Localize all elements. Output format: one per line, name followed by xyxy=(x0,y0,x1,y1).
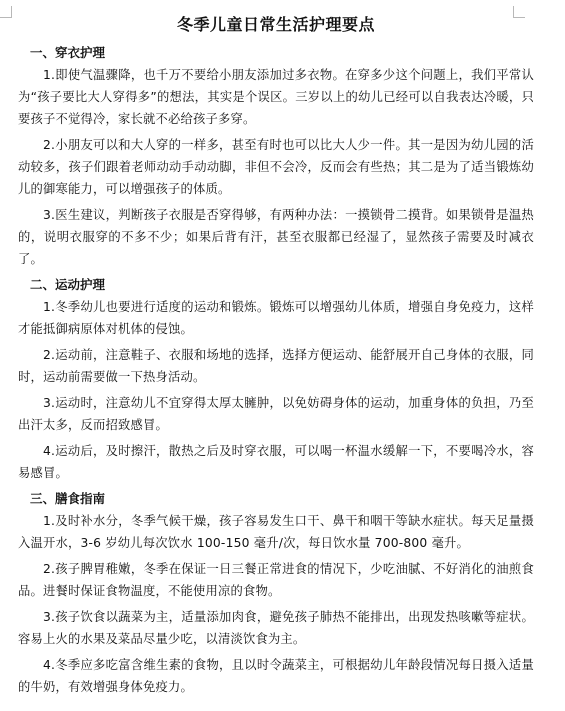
diet-paragraph-2: 2.孩子脾胃稚嫩，冬季在保证一日三餐正常进食的情况下，少吃油腻、不好消化的油煎食品。进餐时保证食物温度，不能使用凉的食物。 xyxy=(18,562,534,598)
diet-paragraph-1: 1.及时补水分，冬季气候干燥，孩子容易发生口干、鼻干和咽干等缺水症状。每天足量摄入温开水，3-6 岁幼儿每次饮水 100-150 毫升/次，每日饮水量 700-800 毫升。 xyxy=(18,514,534,550)
clothing-paragraph-2: 2.小朋友可以和大人穿的一样多，甚至有时也可以比大人少一件。其一是因为幼儿园的活动较多，孩子们跟着老师动动手动动脚，非但不会冷，反而会有些热；其二是为了适当锻炼幼儿的御寒能力，可以增强孩子的体质。 xyxy=(18,138,534,196)
section-heading-exercise: 二、运动护理 xyxy=(30,277,106,292)
clothing-paragraph-1: 1.即使气温骤降，也千万不要给小朋友添加过多衣物。在穿多少这个问题上，我们平常认为“孩子要比大人穿得多”的想法，其实是个误区。三岁以上的幼儿已经可以自我表达冷暖，只要孩子不觉得冷，家长就不必给孩子多穿。 xyxy=(18,68,534,126)
section-heading-diet: 三、膳食指南 xyxy=(30,491,106,506)
exercise-paragraph-4: 4.运动后，及时擦汗，散热之后及时穿衣服，可以喝一杯温水缓解一下，不要喝冷水，容易感冒。 xyxy=(18,444,534,480)
page-corner-mark-left xyxy=(0,6,12,18)
diet-paragraph-4: 4.冬季应多吃富含维生素的食物，且以时令蔬菜主，可根据幼儿年龄段情况每日摄入适量的牛奶，有效增强身体免疫力。 xyxy=(18,658,534,694)
exercise-paragraph-1: 1.冬季幼儿也要进行适度的运动和锻炼。锻炼可以增强幼儿体质，增强自身免疫力，这样才能抵御病原体对机体的侵蚀。 xyxy=(18,300,534,336)
exercise-paragraph-3: 3.运动时，注意幼儿不宜穿得太厚太臃肿，以免妨碍身体的运动，加重身体的负担，乃至出汗太多，反而招致感冒。 xyxy=(18,396,534,432)
document-title: 冬季儿童日常生活护理要点 xyxy=(176,15,375,34)
document-body[interactable] xyxy=(18,14,534,702)
diet-paragraph-3: 3.孩子饮食以蔬菜为主，适量添加肉食，避免孩子肺热不能排出，出现发热咳嗽等症状。容易上火的水果及菜品尽量少吃，以清淡饮食为主。 xyxy=(18,610,534,646)
clothing-paragraph-3: 3.医生建议，判断孩子衣服是否穿得够，有两种办法：一摸锁骨二摸背。如果锁骨是温热的，说明衣服穿的不多不少；如果后背有汗，甚至衣服都已经湿了，显然孩子需要及时减衣了。 xyxy=(18,208,534,266)
section-heading-clothing: 一、穿衣护理 xyxy=(30,45,106,60)
exercise-paragraph-2: 2.运动前，注意鞋子、衣服和场地的选择，选择方便运动、能舒展开自己身体的衣服，同时，运动前需要做一下热身活动。 xyxy=(18,348,534,384)
